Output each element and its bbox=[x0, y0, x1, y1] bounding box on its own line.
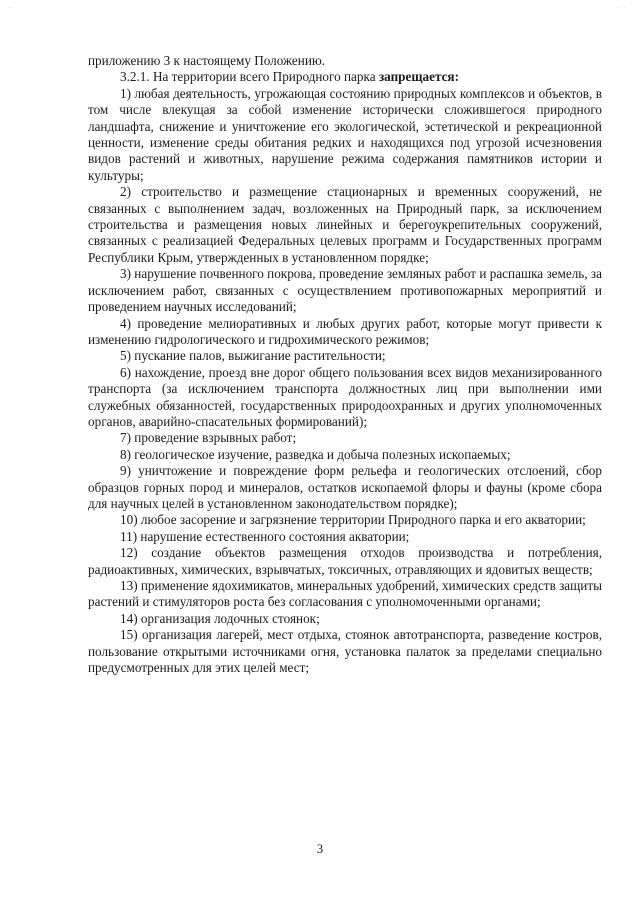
list-item-9: 9) уничтожение и повреждение форм рельефа и геологических отслоений, сбор образцов горных пород и минералов, остатков ископаемой флоры и фауны (кроме сбора для научных целей в установленном законодательством порядке); bbox=[88, 463, 602, 511]
list-item-8: 8) геологическое изучение, разведка и добыча полезных ископаемых; bbox=[120, 446, 511, 462]
list-item-14: 14) организация лодочных стоянок; bbox=[120, 610, 320, 626]
document-body bbox=[88, 53, 602, 676]
list-item-2: 2) строительство и размещение стационарных и временных сооружений, не связанных с выполнением задач, возложенных на Природный парк, за исключением строительства и размещения новых линейных и берегоукрепительных сооружений, связанных с реализацией Федеральных целевых программ и Государственных программ Республики Крым, утвержденных в установленном порядке; bbox=[88, 184, 602, 265]
list-item-1: 1) любая деятельность, угрожающая состоянию природных комплексов и объектов, в том числе влекущая за собой изменение исторически сложившегося природного ландшафта, снижение и уничтожение его экологической, эстетической и рекреационной ценности, изменение среды обитания редких и находящихся под угрозой исчезновения видов растений и животных, нарушение режима содержания памятников истории и культуры; bbox=[88, 85, 602, 183]
list-item-11: 11) нарушение естественного состояния акватории; bbox=[120, 528, 410, 544]
list-item-6: 6) нахождение, проезд вне дорог общего пользования всех видов механизированного транспорта (за исключением транспорта должностных лиц при выполнении ими служебных обязанностей, государственных природоохранных и других уполномоченных органов, аварийно-спасательных формирований); bbox=[88, 364, 602, 429]
list-item-7: 7) проведение взрывных работ; bbox=[120, 430, 297, 446]
list-item-15: 15) организация лагерей, мест отдыха, стоянок автотранспорта, разведение костров, пользование открытыми источниками огня, установка палаток за пределами специально предусмотренных для этих целей мест; bbox=[88, 627, 602, 676]
list-item-10: 10) любое засорение и загрязнение территории Природного парка и его акватории; bbox=[120, 512, 586, 528]
list-item-12: 12) создание объектов размещения отходов производства и потребления, радиоактивных, химических, взрывчатых, токсичных, отравляющих и ядовитых веществ; bbox=[88, 545, 602, 577]
list-item-13: 13) применение ядохимикатов, минеральных удобрений, химических средств защиты растений и стимуляторов роста без согласования с уполномоченными органами; bbox=[88, 578, 602, 610]
list-item-5: 5) пускание палов, выжигание растительности; bbox=[120, 348, 386, 364]
section-heading-emphasis: запрещается: bbox=[378, 69, 459, 85]
list-item-4: 4) проведение мелиоративных и любых других работ, которые могут привести к изменению гидрологического и гидрохимического режимов; bbox=[88, 315, 602, 347]
scan-mark-right: · · · bbox=[615, 4, 626, 12]
intro-line: приложению 3 к настоящему Положению. bbox=[88, 53, 326, 68]
list-item-3: 3) нарушение почвенного покрова, проведение земляных работ и распашка земель, за исключением работ, связанных с осуществлением противопожарных мероприятий и проведением научных исследований; bbox=[88, 266, 602, 315]
section-heading-prefix: 3.2.1. На территории всего Природного парка bbox=[120, 69, 379, 85]
page-number: 3 bbox=[316, 842, 324, 856]
section-heading bbox=[88, 69, 602, 85]
scan-mark-left: ·· bbox=[8, 4, 13, 12]
